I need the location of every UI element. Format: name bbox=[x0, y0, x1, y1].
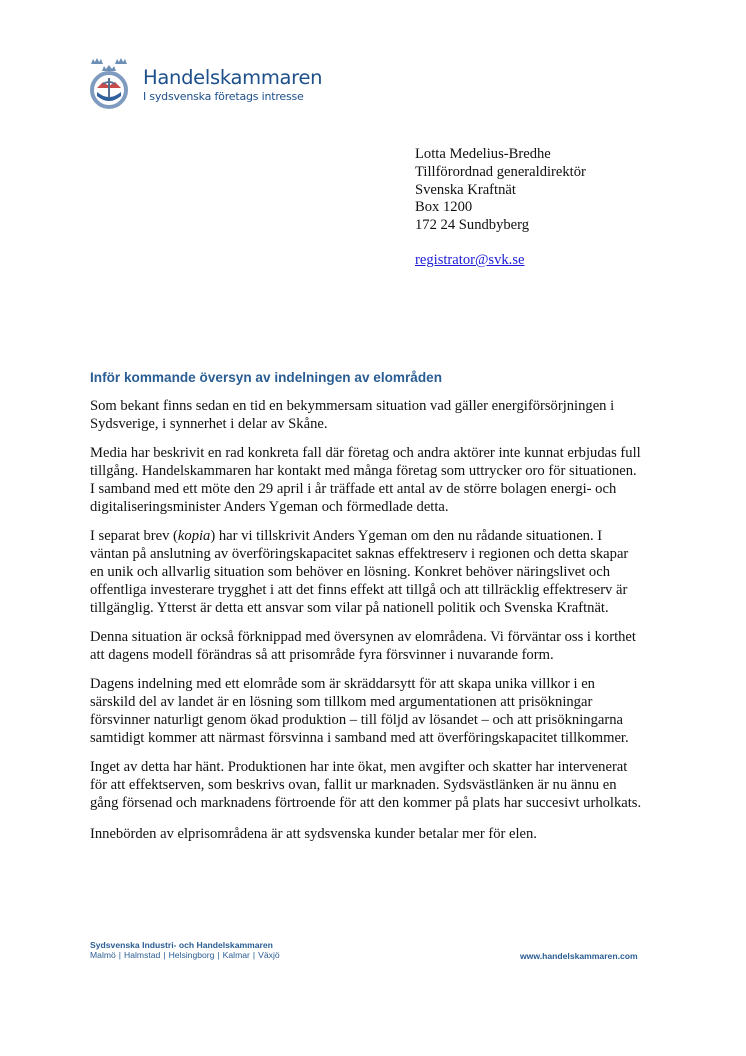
city-vaxjo: Växjö bbox=[258, 950, 280, 960]
paragraph-line: tillgång. Handelskammaren har kontakt med många företag som uttrycker oro för situationen. bbox=[90, 463, 637, 479]
separator: | bbox=[217, 950, 220, 960]
paragraph-line bbox=[90, 527, 670, 545]
recipient-address bbox=[415, 146, 586, 270]
footer-organization-name: Sydsvenska Industri- och Handelskammaren bbox=[90, 940, 273, 950]
paragraph-line: särskild del av landet är en lösning som tillkom med argumentationen att prisökningar bbox=[90, 694, 593, 710]
footer-cities bbox=[90, 950, 280, 960]
paragraph-line: Inget av detta har hänt. Produktionen har inte ökat, men avgifter och skatter har intervenerat bbox=[90, 759, 628, 775]
paragraph-line: för att effektserven, som beskrivs ovan, fallit ur marknaden. Sydsvästlänken är nu ännu en bbox=[90, 777, 617, 793]
footer-website: www.handelskammaren.com bbox=[520, 951, 638, 961]
paragraph-2 bbox=[90, 444, 670, 516]
city-malmo: Malmö bbox=[90, 950, 116, 960]
city-helsingborg: Helsingborg bbox=[168, 950, 215, 960]
paragraph-line: väntan på anslutning av överföringskapacitet saknas effektreserv i regionen och detta skapar bbox=[90, 546, 629, 562]
paragraph-line: Som bekant finns sedan en tid en bekymmersam situation vad gäller energiförsörjningen i bbox=[90, 398, 615, 414]
paragraph-line: Innebörden av elprisområdena är att sydsvenska kunder betalar mer för elen. bbox=[90, 826, 537, 842]
paragraph-line: att dagens modell förändras så att prisområde fyra försvinner i nuvarande form. bbox=[90, 647, 554, 663]
paragraph-1 bbox=[90, 397, 670, 433]
text-run: I separat brev ( bbox=[90, 528, 178, 544]
text-run: ) har vi tillskrivit Anders Ygeman om den nu rådande situationen. I bbox=[210, 528, 603, 544]
paragraph-4 bbox=[90, 628, 670, 664]
city-kalmar: Kalmar bbox=[222, 950, 250, 960]
recipient-name: Lotta Medelius-Bredhe bbox=[415, 146, 551, 162]
paragraph-line: gång försenad och marknadens förtroende för att den kommer på plats har succesivt urholkats. bbox=[90, 795, 642, 811]
recipient-postal-address: 172 24 Sundbyberg bbox=[415, 217, 530, 234]
paragraph-3 bbox=[90, 527, 670, 617]
footer-organization-block bbox=[90, 940, 280, 960]
logo-name: Handelskammaren bbox=[143, 65, 323, 89]
paragraph-line: försvinner naturligt genom ökad produktion – till följd av lösandet – och att prisökningarna bbox=[90, 712, 623, 728]
letter-heading: Inför kommande översyn av indelningen av elområden bbox=[90, 370, 443, 385]
handelskammaren-logo bbox=[85, 54, 322, 110]
logo-tagline: I sydsvenska företags intresse bbox=[143, 89, 304, 103]
paragraph-line: Denna situation är också förknippad med översynen av elområdena. Vi förväntar oss i korthet bbox=[90, 629, 636, 645]
paragraph-line: Dagens indelning med ett elområde som är skräddarsytt för att skapa unika villkor i en bbox=[90, 676, 595, 692]
recipient-title: Tillförordnad generaldirektör bbox=[415, 163, 586, 180]
paragraph-line: digitaliseringsminister Anders Ygeman och förmedlade detta. bbox=[90, 499, 449, 515]
separator: | bbox=[118, 950, 122, 960]
separator: | bbox=[252, 950, 256, 960]
paragraph-line: samtidigt kommer att närmast försvinna i samband med att överföringskapacitet tillkommer. bbox=[90, 730, 629, 746]
paragraph-line: offentliga investerare trygghet i att det finns effekt att tillgå och att tillräcklig effektreserv är bbox=[90, 582, 628, 598]
paragraph-line: tillgänglig. Ytterst är detta ett ansvar som vilar på nationell politik och Svenska Kraftnät. bbox=[90, 600, 609, 616]
paragraph-6 bbox=[90, 758, 670, 812]
letter-body bbox=[90, 397, 670, 854]
recipient-email-link[interactable]: registrator@svk.se bbox=[415, 251, 525, 268]
separator: | bbox=[163, 950, 166, 960]
paragraph-5 bbox=[90, 675, 670, 747]
paragraph-line: Sydsverige, i synnerhet i delar av Skåne. bbox=[90, 416, 328, 432]
paragraph-line: I samband med ett möte den 29 april i år träffade ett antal av de större bolagen energi- och bbox=[90, 481, 617, 497]
crowns-shield-emblem-icon bbox=[85, 54, 133, 110]
recipient-organization: Svenska Kraftnät bbox=[415, 181, 516, 198]
paragraph-line: en unik och allvarlig situation som behöver en lösning. Konkret behöver näringslivet och bbox=[90, 564, 610, 580]
recipient-box: Box 1200 bbox=[415, 199, 473, 216]
italic-text-kopia: kopia bbox=[177, 528, 211, 544]
paragraph-line: Media har beskrivit en rad konkreta fall där företag och andra aktörer inte kunnat erbjudas full bbox=[90, 445, 641, 461]
city-halmstad: Halmstad bbox=[124, 950, 161, 960]
paragraph-7 bbox=[90, 825, 670, 843]
